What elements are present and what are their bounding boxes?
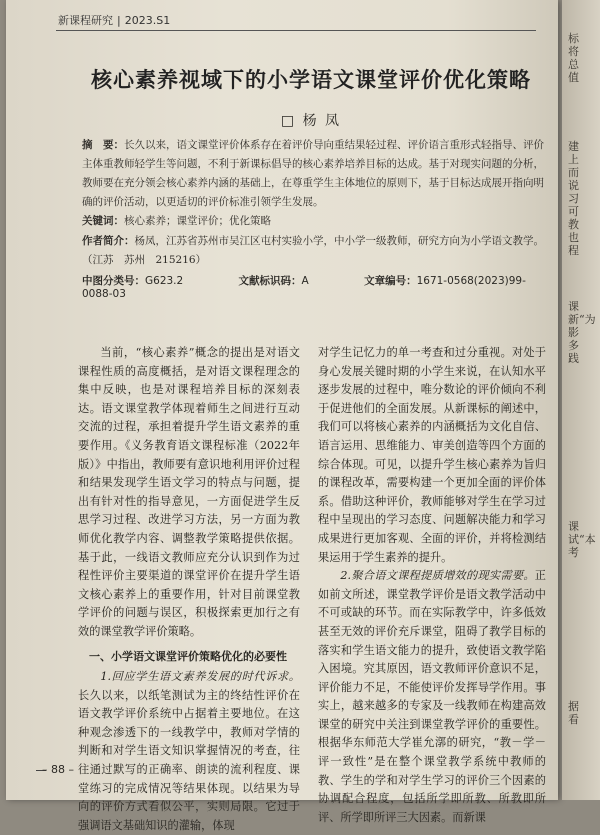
abstract-text: 长久以来，语文课堂评价体系存在着评价导向重结果轻过程、评价语言重形式轻指导、评价主体重教师轻学生等问题，不利于新课标倡导的核心素养培养目标的达成。基于对现实问题的分析，教师要在充分领会核心素养内涵的基础上，在尊重学生主体地位的原则下，基于目标达成展开指向明确的评价活动，以更适切的评价标准引领学生发展。 — [82, 139, 544, 208]
journal-name: 新课程研究 — [58, 14, 113, 27]
intro-paragraph: 当前，“核心素养”概念的提出是对语文课程性质的高度概括，是对语文课程理念的集中反映，也是对课程培养目标的深刻表达。语文课堂教学体现着师生之间进行互动交流的过程，承担着提升学生语文素养的重要作用。《义务教育语文课程标准（2022年版）》中指出，教师要有意识地利用评价过程和结果发现学生语文学习的特点与问题，提出有针对性的指导意见，一方面促进学生反思学习过程、改进学习方法，另一方面为教师优化教学内容、调整教学策略提供依据。基于此，一线语文教师应充分认识到作为过程性评价主要渠道的课堂评价在提升学生语文核心素养上的重要作用，针对目前课堂教学评价的问题与误区，积极探索更加行之有效的课堂教学评价策略。 — [78, 346, 300, 638]
sub-heading-1: 1.回应学生语文素养发展的时代诉求。 — [100, 670, 300, 684]
author-info-text: 杨凤，江苏省苏州市吴江区屯村实验小学，中小学一级教师，研究方向为小学语文教学。（江苏 苏州 215216） — [82, 235, 544, 266]
side-fragment: 课新“为影多践 — [568, 300, 596, 365]
continued-paragraph: 对学生记忆力的单一考查和过分重视。对处于身心发展关键时期的小学生来说，在认知水平逐步发展的过程中，唯分数论的评价倾向不利于促进他们的全面发展。从新课标的阐述中，我们可以将核心素养的内涵概括为文化自信、语言运用、思维能力、审美创造等四个方面的综合体现。可见，以提升学生核心素养为旨归的课程改革，需要构建一个更加全面的评价体系。借助这种评价，教师能够对学生在学习过程中呈现出的学习态度、问题解决能力和学习成果进行更加客观、全面的评价，并将检测结果运用于学生素养的提升。 — [318, 346, 546, 564]
sub-heading-2: 2.聚合语文课程提质增效的现实需要。 — [340, 569, 535, 583]
abstract-label: 摘 要： — [82, 139, 124, 151]
document-code: 文献标识码：A — [238, 275, 309, 287]
side-fragment: 据看 — [568, 700, 579, 726]
keywords-label: 关键词： — [82, 215, 124, 227]
classification-line — [82, 273, 552, 300]
journal-issue: 2023.S1 — [124, 14, 171, 27]
body-column-left — [78, 344, 300, 835]
keywords — [82, 212, 552, 231]
sub-section-2 — [318, 567, 546, 827]
author-info-label: 作者简介： — [82, 235, 135, 247]
page-number: – 88 – — [42, 763, 74, 776]
side-fragment: 课试“本考 — [568, 520, 596, 559]
section-heading-1: 一、小学语文课堂评价策略优化的必要性 — [89, 649, 287, 663]
article-title: 核心素养视域下的小学语文课堂评价优化策略 — [91, 68, 531, 92]
side-fragment: 建上而说习可教也程 — [568, 140, 579, 257]
header-separator: | — [117, 14, 121, 27]
adjacent-page-edge — [562, 0, 600, 800]
journal-page — [6, 0, 558, 832]
clc-code: 中图分类号：G623.2 — [82, 275, 184, 287]
body-column-right — [318, 344, 546, 827]
sub-section-2-text: 正如前文所述，课堂教学评价是语文教学活动中不可或缺的环节。而在实际教学中，许多低效甚至无效的评价充斥课堂，阻碍了教学目标的落实和学生语文能力的提升，致使语文教学陷入困境。究其原因，语文教师评价意识不足，评价能力不足，不能使评价发挥导学作用。事实上，越来越多的专家及一线教师在构建高效课堂的研究中关注到课堂教学评价的重要性。根据华东师范大学崔允漷的研究，“教－学－评一致性”是在整个课堂教学系统中教师的教、学生的学和对学生学习的评价三个因素的协调配合程度，包括所学即所教、所教即所评、所学即所评三大因素。而新课 — [318, 569, 546, 824]
header-rule — [56, 30, 536, 31]
abstract — [82, 136, 552, 212]
article-number: 文章编号：1671-0568(2023)99-0088-03 — [82, 275, 526, 300]
side-fragment: 标将总值 — [568, 32, 579, 84]
keywords-text: 核心素养；课堂评价；优化策略 — [124, 215, 271, 227]
running-header — [58, 12, 170, 28]
author-info — [82, 232, 552, 270]
sub-section-1 — [78, 668, 300, 835]
article-author: □ 杨 凤 — [280, 113, 342, 129]
sub-section-1-text: 长久以来，以纸笔测试为主的终结性评价在语文教学评价系统中占据着主要地位。在这种观念渗透下的一线教学中，教师对学情的判断和对学生语文知识掌握情况的考查，往往通过默写的正确率、朗读的流利程度、课堂练习的完成情况等结果体现。以结果为导向的评价方式看似公平，实则局限。它过于强调语文基础知识的灌输，体现 — [78, 688, 300, 832]
